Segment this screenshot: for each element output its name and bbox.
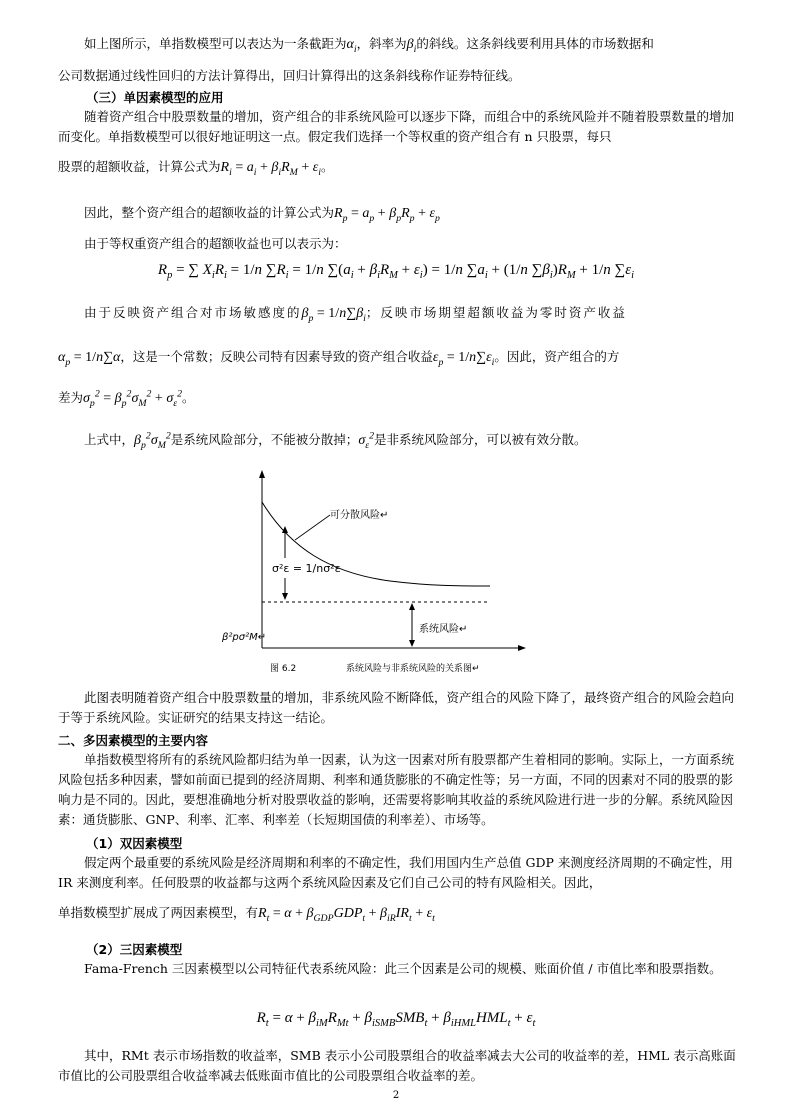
two-factor-eq-prefix: 单指数模型扩展成了两因素模型，有 bbox=[58, 905, 259, 920]
epsilon-p-formula: $\varepsilon_p = 1/n\sum\varepsilon_i$ bbox=[432, 350, 495, 368]
sensitivity-text-b: ；反映市场期望超额收益为零时资产收益 bbox=[365, 305, 627, 320]
beta-sigma-label: β²pσ²M↵ bbox=[222, 632, 267, 643]
heading-single-factor-application: （三）单因素模型的应用 bbox=[86, 90, 224, 105]
variance-prefix: 差为 bbox=[58, 390, 84, 405]
alpha-symbol: $\alpha_i$ bbox=[346, 37, 357, 55]
beta-p-formula: $\beta_p = 1/n\sum\beta_i$ bbox=[301, 306, 366, 324]
sigma-arrowhead-down bbox=[282, 593, 288, 600]
page-number: 2 bbox=[392, 1090, 400, 1101]
sensitivity-text-a: 由于反映资产组合对市场敏感度的 bbox=[84, 305, 302, 320]
equal-weight-intro: 由于等权重资产组合的超额收益也可以表示为： bbox=[84, 236, 347, 251]
diversifiable-pointer bbox=[295, 515, 330, 540]
systematic-label: 系统风险↵ bbox=[419, 624, 468, 635]
alpha-p-formula: $\alpha_p = 1/n\sum\alpha$ bbox=[58, 350, 121, 368]
risk-diagram bbox=[200, 468, 530, 678]
y-axis-arrow bbox=[259, 470, 265, 478]
where-paragraph: 其中，RMt 表示市场指数的收益率，SMB 表示小公司股票组合的收益率减去大公司的收益率的差，HML 表示高账面市值比的公司股票组合收益率减去低账面市值比的公司股票组合收益率的差。 bbox=[58, 1048, 736, 1083]
intro-text-c: 的斜线。这条斜线要利用具体的市场数据和 bbox=[416, 36, 654, 51]
stock-excess-return-line: 股票的超额收益，计算公式为$R_i = a_i + \beta_iR_M + \varepsilon_i$。 bbox=[58, 159, 334, 178]
two-factor-equation-line bbox=[58, 903, 435, 924]
sigma-label: σ²ε = 1/nσ²ε bbox=[272, 562, 341, 575]
systematic-arrowhead-up bbox=[409, 603, 415, 610]
figure-caption-number: 图 6.2 bbox=[270, 664, 297, 674]
explanation-text-c: 是非系统风险部分，可以被有效分散。 bbox=[374, 432, 587, 447]
explanation-text-b: 是系统风险部分，不能被分散掉； bbox=[170, 432, 359, 447]
three-factor-paragraph: Fama-French 三因素模型以公司特征代表系统风险：此三个因素是公司的规模、账面价值 / 市值比率和股票指数。 bbox=[84, 961, 722, 976]
x-axis-arrow bbox=[518, 645, 526, 651]
figure-caption-title: 系统风险与非系统风险的关系图↵ bbox=[346, 664, 480, 674]
two-factor-formula: $R_t = \alpha + \beta_{GDP}GDP_t + \beta_{iR}IR_t + \varepsilon_t$ bbox=[258, 906, 435, 924]
heading-multi-factor: 二、多因素模型的主要内容 bbox=[58, 733, 209, 748]
figure-conclusion-paragraph: 此图表明随着资产组合中股票数量的增加，非系统风险不断降低，资产组合的风险下降了，最终资产组合的风险会趋向于等于系统风险。实证研究的结果支持这一结论。 bbox=[58, 690, 735, 725]
intro-text-b: ，斜率为 bbox=[356, 36, 407, 51]
heading-three-factor: （2）三因素模型 bbox=[86, 942, 183, 957]
portfolio-excess-return-formula: $R_p = a_p + \beta_pR_p + \varepsilon_p$ bbox=[334, 206, 440, 224]
beta-symbol: $\beta_i$ bbox=[406, 37, 417, 55]
constant-line bbox=[58, 347, 619, 368]
portfolio-excess-return-text: 因此，整个资产组合的超额收益的计算公式为 bbox=[84, 205, 335, 220]
diversifiable-label: 可分散风险↵ bbox=[330, 510, 389, 521]
systematic-arrowhead-down bbox=[409, 640, 415, 647]
explanation-text-a: 上式中， bbox=[84, 432, 135, 447]
intro-line2: 公司数据通过线性回归的方法计算得出，回归计算得出的这条斜线称作证券特征线。 bbox=[58, 68, 521, 83]
variance-line: 差为$\sigma_p^2 = \beta_p^2\sigma_M^2 + \sigma_\varepsilon^2$。 bbox=[58, 388, 195, 409]
two-factor-paragraph: 假定两个最重要的系统风险是经济周期和利率的不确定性，我们用国内生产总值 GDP 来测度经济周期的不确定性，用 IR 来测度利率。任何股票的收益都与这两个系统风险因素及它们自己公司的特有风险相关。因此， bbox=[58, 855, 733, 890]
equal-weight-formula: $R_p$ = ∑ $X_iR_i = 1/n$ $\sum R_i = 1/n$ $\sum(a_i + \beta_iR_M + \varepsilon_i) = 1/n$ $\sum a_i + (1/n$ $\sum\beta_i)R_M + 1/n$ $\sum\varepsilon_i$ bbox=[157, 262, 635, 281]
stock-excess-return-text: 股票的超额收益，计算公式为 bbox=[58, 159, 221, 174]
intro-text-a: 如上图所示，单指数模型可以表达为一条截距为 bbox=[84, 36, 347, 51]
intro-line1 bbox=[84, 34, 654, 55]
multi-factor-paragraph: 单指数模型将所有的系统风险都归结为单一因素，认为这一因素对所有股票都产生着相同的影响。实际上，一方面系统风险包括多种因素，譬如前面已提到的经济周期、利率和通货膨胀的不确定性等；另一方面，不同的因素对不同的股票的影响力是不同的。因此，要想准确地分析对股票收益的影响，还需要将影响其收益的系统风险进行进一步的分解。系统风险因素：通货膨胀、GNP、利率、汇率、利率差（长短期国债的利率差）、市场等。 bbox=[58, 752, 735, 827]
sensitivity-line bbox=[84, 303, 627, 324]
variance-formula: $\sigma_p^2 = \beta_p^2\sigma_M^2 + \sigma_\varepsilon^2$ bbox=[83, 388, 183, 409]
constant-text-b: 。因此，资产组合的方 bbox=[494, 349, 620, 364]
portfolio-excess-return-line bbox=[84, 203, 440, 224]
three-factor-formula: $R_t = \alpha + \beta_{iM}R_{Mt} + \beta_{iSMB}SMB_t + \beta_{iHML}HML_t + \varepsilon_t$ bbox=[256, 1010, 536, 1029]
unsystematic-term: $\sigma_\varepsilon^2$ bbox=[358, 430, 374, 451]
systematic-term: $\beta_p^2\sigma_M^2$ bbox=[134, 430, 171, 451]
application-paragraph: 随着资产组合中股票数量的增加，资产组合的非系统风险可以逐步下降，而组合中的系统风险并不随着股票数量的增加而变化。单指数模型可以很好地证明这一点。假定我们选择一个等权重的资产组合有 n 只股票，每只 bbox=[58, 109, 735, 144]
stock-excess-return-formula: $R_i = a_i + \beta_iR_M + \varepsilon_i$ bbox=[220, 160, 321, 178]
heading-two-factor: （1）双因素模型 bbox=[86, 836, 183, 851]
variance-explanation-line bbox=[84, 430, 587, 451]
constant-text-a: ，这是一个常数；反映公司特有因素导致的资产组合收益 bbox=[120, 349, 433, 364]
